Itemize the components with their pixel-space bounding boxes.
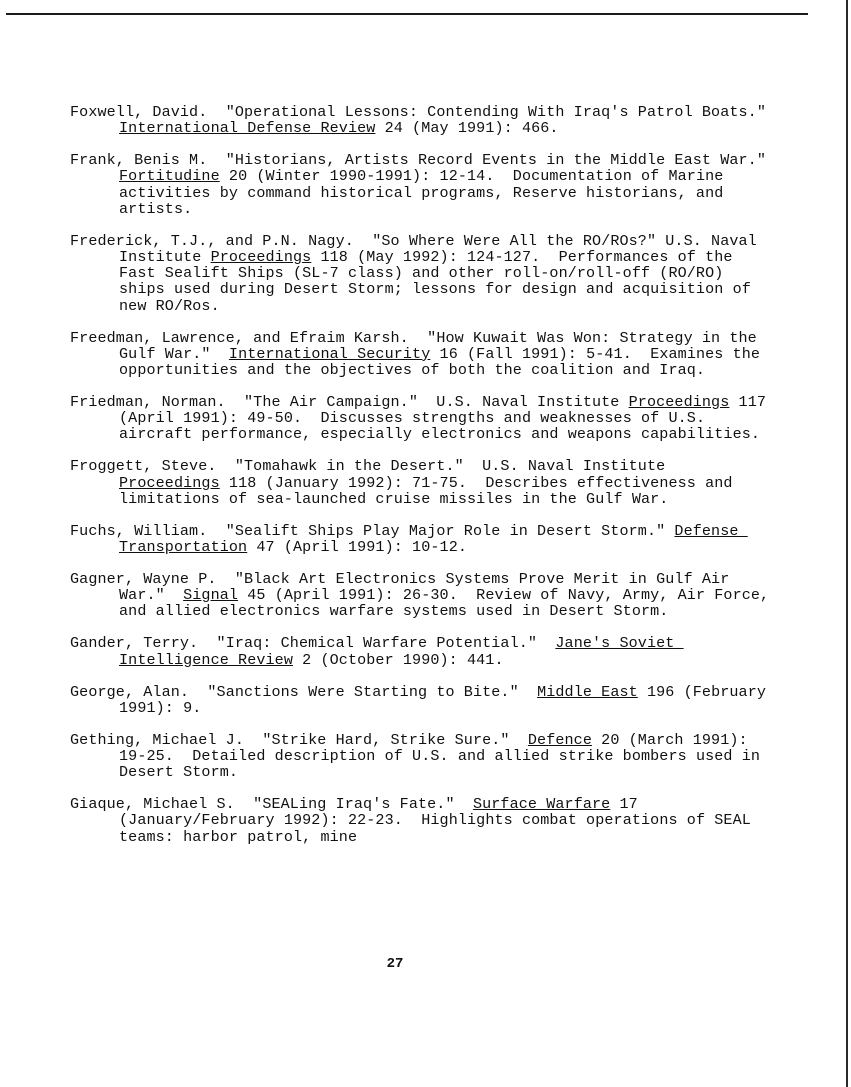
entry-author: Gagner, Wayne P.: [70, 570, 235, 589]
entry-title: "Operational Lessons: Contending With Iraq's Patrol Boats.": [225, 103, 785, 121]
entry-title: "Black Art Electronics Systems Prove Merit in Gulf Air War.": [119, 570, 739, 605]
bibliography-entry: [70, 393, 776, 444]
entry-details: 118 (May 1992): 124-127.: [311, 248, 559, 267]
entry-author: Froggett, Steve.: [70, 457, 235, 476]
entry-note: Highlights combat operations of SEAL teams: harbor patrol, mine: [119, 811, 761, 846]
entry-details: 24 (May 1991): 466.: [375, 119, 559, 138]
entry-details: 16 (Fall 1991): 5-41.: [430, 344, 651, 363]
entry-details: 17 (January/February 1992): 22-23.: [119, 795, 647, 830]
entry-title: "The Air Campaign." U.S. Naval Institute: [244, 393, 629, 412]
entry-title: "SEALing Iraq's Fate.": [253, 795, 473, 814]
entry-title: "Strike Hard, Strike Sure.": [262, 730, 528, 749]
entry-source: Signal: [183, 586, 239, 605]
entry-source: International Security: [228, 344, 431, 363]
entry-note: Documentation of Marine activities by command historical programs, Reserve historians, and artists.: [119, 167, 733, 218]
entry-note: Performances of the Fast Sealift Ships (SL-7 class) and other roll-on/roll-off (RO/RO) ships used during Desert Storm; lessons for design and acquisition of new RO/Ros.: [119, 248, 761, 315]
entry-note: Describes effectiveness and limitations of sea-launched cruise missiles in the Gulf War.: [119, 473, 742, 508]
entry-source: Middle East: [537, 682, 638, 701]
entry-title: "So Where Were All the RO/ROs?" U.S. Naval Institute: [119, 231, 767, 267]
entry-source: Proceedings: [628, 393, 730, 412]
entry-details: 20 (March 1991): 19-25.: [119, 730, 757, 766]
bibliography-entry: [70, 233, 770, 314]
entry-note: Discusses strengths and weaknesses of U.S. aircraft performance, especially electronics and weapons capabilities.: [119, 409, 761, 444]
entry-details: 196 (February 1991): 9.: [119, 682, 776, 717]
bibliography-entry: [70, 682, 776, 717]
entry-details: 20 (Winter 1990-1991): 12-14.: [219, 167, 513, 186]
entry-author: Frederick, T.J., and P.N. Nagy.: [70, 231, 373, 250]
entry-source: Surface Warfare: [472, 795, 611, 814]
entry-author: Freedman, Lawrence, and Efraim Karsh.: [70, 328, 428, 347]
entry-source: Proceedings: [210, 248, 312, 267]
entry-author: Gander, Terry.: [70, 634, 217, 653]
entry-author: George, Alan.: [70, 682, 208, 701]
entry-author: Giaque, Michael S.: [70, 795, 254, 814]
entry-note: Review of Navy, Army, Air Force, and allied electronics warfare systems used in Desert Storm.: [119, 586, 779, 621]
entry-source: International Defense Review: [119, 119, 376, 138]
entry-title: "Sealift Ships Play Major Role in Desert Storm.": [225, 521, 675, 540]
entry-title: "Sanctions Were Starting to Bite.": [207, 682, 538, 701]
entry-author: Foxwell, David.: [70, 103, 226, 121]
entry-note: Examines the opportunities and the objectives of both the coalition and Iraq.: [119, 344, 770, 380]
entry-title: "Iraq: Chemical Warfare Potential.": [216, 634, 556, 653]
entry-source: Jane's Soviet Intelligence Review: [119, 634, 684, 669]
entry-details: 118 (January 1992): 71-75.: [219, 473, 486, 492]
entry-author: Gething, Michael J.: [70, 730, 263, 749]
entry-details: 45 (April 1991): 26-30.: [238, 586, 477, 605]
bibliography-entry: [70, 103, 785, 138]
entry-source: Defense Transportation: [119, 521, 748, 557]
top-rule: [6, 13, 808, 15]
page-edge-rule: [846, 0, 848, 1087]
bibliography-entry: [70, 523, 770, 555]
entry-title: "Historians, Artists Record Events in the Middle East War.": [225, 151, 785, 170]
entry-source: Defence: [527, 730, 592, 749]
entry-note: Detailed description of U.S. and allied strike bombers used in Desert Storm.: [119, 747, 770, 782]
entry-details: 47 (April 1991): 10-12.: [247, 538, 468, 557]
bibliography-entry: [70, 458, 770, 507]
entry-author: Friedman, Norman.: [70, 393, 244, 412]
bibliography-entry: [70, 151, 785, 218]
bibliography-entry: [70, 330, 770, 379]
entry-title: "How Kuwait Was Won: Strategy in the Gulf War.": [119, 328, 767, 363]
bibliography-entry: [70, 635, 770, 667]
page-number: 27: [386, 956, 404, 972]
entry-details: 117 (April 1991): 49-50.: [119, 393, 776, 428]
bibliography-entry: [70, 570, 779, 621]
entry-author: Frank, Benis M.: [70, 151, 226, 170]
entry-title: "Tomahawk in the Desert." U.S. Naval Institute: [234, 457, 675, 476]
bibliography-entry: [70, 796, 770, 845]
bibliography-list: [70, 103, 785, 861]
entry-source: Proceedings: [119, 473, 220, 492]
entry-details: 2 (October 1990): 441.: [293, 650, 504, 669]
entry-author: Fuchs, William.: [70, 521, 226, 540]
entry-source: Fortitudine: [119, 167, 220, 186]
bibliography-entry: [70, 732, 770, 781]
